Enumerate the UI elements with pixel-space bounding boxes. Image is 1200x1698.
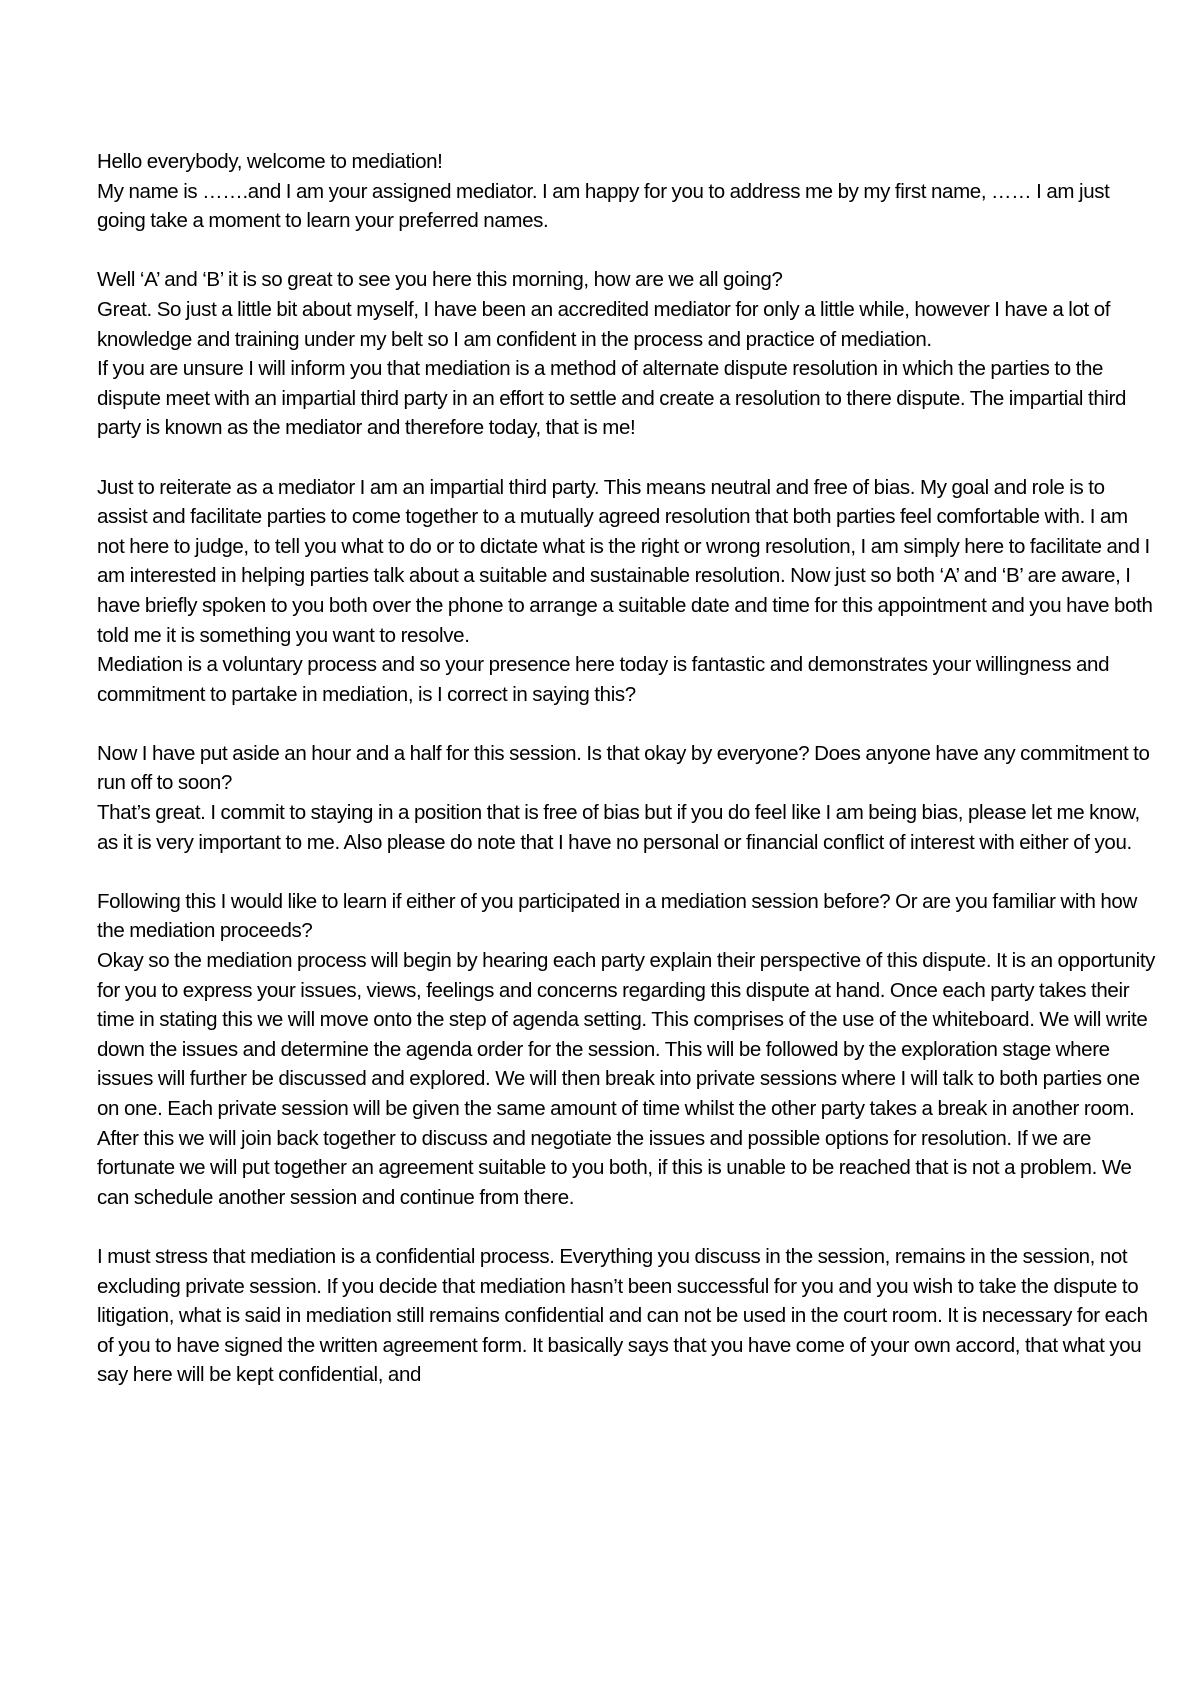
document-body [97, 147, 1159, 1390]
paragraph-9: That’s great. I commit to staying in a position that is free of bias but if you do feel like I am being bias, please let me know, as it is very important to me. Also please do note that I have no personal or financial conflict of interest with either of you. [97, 801, 1140, 854]
paragraph-8: Now I have put aside an hour and a half for this session. Is that okay by everyone? Does anyone have any commitment to run off to soon? [97, 741, 1150, 795]
paragraph-5: If you are unsure I will inform you that mediation is a method of alternate dispute resolution in which the parties to the dispute meet with an impartial third party in an effort to settle and create a resolution to there dispute. The impartial third party is known as the mediator and therefore today, that is me! [97, 357, 1127, 440]
paragraph-7: Mediation is a voluntary process and so your presence here today is fantastic and demonstrates your willingness and commitment to partake in mediation, is I correct in saying this? [97, 653, 1110, 706]
paragraph-spacer [97, 857, 1159, 887]
paragraph-1: Hello everybody, welcome to mediation! [97, 150, 443, 173]
paragraph-10: Following this I would like to learn if either of you participated in a mediation session before? Or are you familiar with how the mediation proceeds? [97, 889, 1137, 943]
paragraph-4: Great. So just a little bit about myself, I have been an accredited mediator for only a little while, however I have a lot of knowledge and training under my belt so I am confident in the process and practice of mediation. [97, 297, 1111, 351]
paragraph-spacer [97, 443, 1159, 473]
paragraph-3: Well ‘A’ and ‘B’ it is so great to see you here this morning, how are we all going? [97, 268, 783, 292]
paragraph-12: I must stress that mediation is a confidential process. Everything you discuss in the session, remains in the session, not excluding private session. If you decide that mediation hasn’t been successful for you and you wish to take the dispute to litigation, what is said in mediation still remains confidential and can not be used in the court room. It is necessary for each of you to have signed the written agreement form. It basically says that you have come of your own accord, that what you say here will be kept confidential, and [97, 1244, 1148, 1387]
paragraph-spacer [97, 709, 1159, 739]
paragraph-11: Okay so the mediation process will begin by hearing each party explain their perspective of this dispute. It is an opportunity for you to express your issues, views, feelings and concerns regarding this dispute at hand. Once each party takes their time in stating this we will move onto the step of agenda setting. This comprises of the use of the whiteboard. We will write down the issues and determine the agenda order for the session. This will be followed by the exploration stage where issues will further be discussed and explored. We will then break into private sessions where I will talk to both parties one on one. Each private session will be given the same amount of time whilst the other party takes a break in another room. After this we will join back together to discuss and negotiate the issues and possible options for resolution. If we are fortunate we will put together an agreement suitable to you both, if this is unable to be reached that is not a problem. We can schedule another session and continue from there. [97, 949, 1156, 1209]
paragraph-2: My name is …….and I am your assigned mediator. I am happy for you to address me by my first name, …… I am just going take a moment to learn your preferred names. [97, 179, 1110, 233]
paragraph-6: Just to reiterate as a mediator I am an impartial third party. This means neutral and free of bias. My goal and role is to assist and facilitate parties to come together to a mutually agreed resolution that both parties feel comfortable with. I am not here to judge, to tell you what to do or to dictate what is the right or wrong resolution, I am simply here to facilitate and I am interested in helping parties talk about a suitable and sustainable resolution. Now just so both ‘A’ and ‘B’ are aware, I have briefly spoken to you both over the phone to arrange a suitable date and time for this appointment and you have both told me it is something you want to resolve. [97, 475, 1153, 647]
paragraph-spacer [97, 1212, 1159, 1242]
paragraph-spacer [97, 236, 1159, 266]
